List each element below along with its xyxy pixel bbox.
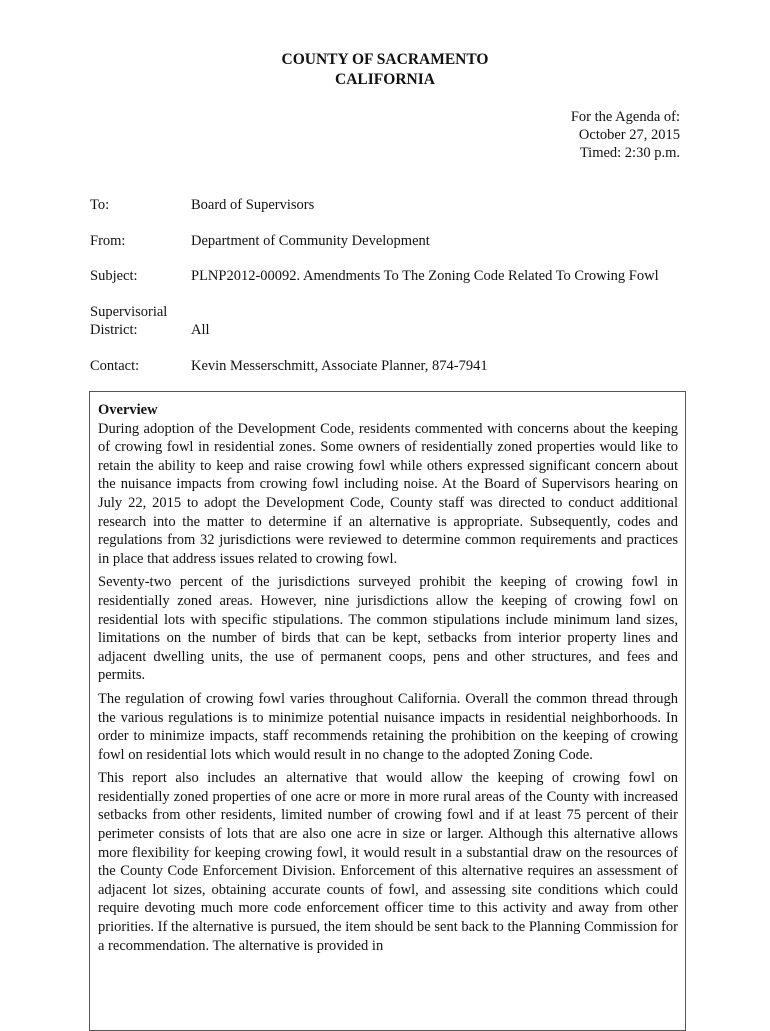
from-value: Department of Community Development xyxy=(191,233,430,249)
district-label-line-1: Supervisorial xyxy=(90,304,168,320)
overview-heading: Overview xyxy=(98,402,158,418)
overview-paragraph-1: During adoption of the Development Code, residents commented with concerns about the keeping of crowing fowl in residential zones. Some owners of residentially zoned properties would like to retain the ability to keep and raise crowing fowl while others expressed significant concern about the nuisance impacts from crowing fowl including noise. At the Board of Supervisors hearing on July 22, 2015 to adopt the Development Code, County staff was directed to conduct additional research into the matter to determine if an alternative is appropriate. Subsequently, codes and regulations from 32 jurisdictions were reviewed to determine common requirements and practices in place that address issues related to crowing fowl. xyxy=(98,420,678,567)
overview-paragraph-2: Seventy-two percent of the jurisdictions surveyed prohibit the keeping of crowing fowl in residentially zoned areas. However, nine jurisdictions allow the keeping of crowing fowl on residential lots with specific stipulations. The common stipulations include minimum land sizes, limitations on the number of birds that can be kept, setbacks from interior property lines and adjacent dwelling units, the use of permanent coops, pens and other structures, and fees and permits. xyxy=(98,574,678,684)
to-label: To: xyxy=(90,197,110,213)
agenda-block xyxy=(571,108,680,162)
agenda-label: For the Agenda of: xyxy=(570,109,680,125)
overview-paragraph-3: The regulation of crowing fowl varies throughout California. Overall the common thread through the various regulations is to minimize potential nuisance impacts in residential neighborhoods. In order to minimize impacts, staff recommends retaining the prohibition on the keeping of crowing fowl on residential lots which would result in no change to the adopted Zoning Code. xyxy=(98,690,678,763)
subject-value: PLNP2012-00092. Amendments To The Zoning Code Related To Crowing Fowl xyxy=(191,268,659,284)
from-label: From: xyxy=(90,233,126,249)
contact-label: Contact: xyxy=(90,358,140,374)
overview-box xyxy=(89,391,686,1031)
county-title: COUNTY OF SACRAMENTO xyxy=(281,51,489,68)
subject-label: Subject: xyxy=(90,268,138,284)
contact-value: Kevin Messerschmitt, Associate Planner, 874-7941 xyxy=(191,358,488,374)
district-value: All xyxy=(191,322,210,338)
to-value: Board of Supervisors xyxy=(191,197,315,213)
overview-paragraph-4: This report also includes an alternative that would allow the keeping of crowing fowl on residentially zoned properties of one acre or more in more rural areas of the County with increased setbacks from other residents, limited number of crowing fowl and if at least 75 percent of their perimeter consists of lots that are also one acre in size or larger. Although this alternative allows more flexibility for keeping crowing fowl, it would result in a substantial draw on the resources of the County Code Enforcement Division. Enforcement of this alternative requires an assessment of adjacent lot sizes, obtaining accurate counts of fowl, and assessing site conditions which could require devoting much more code enforcement officer time to this activity and away from other priorities. If the alternative is pursued, the item should be sent back to the Planning Commission for a recommendation. The alternative is provided in xyxy=(98,770,678,954)
agenda-date: October 27, 2015 xyxy=(578,127,680,143)
agenda-time: Timed: 2:30 p.m. xyxy=(579,145,680,161)
district-label xyxy=(90,303,190,339)
district-label-line-2: District: xyxy=(90,322,138,338)
state-title: CALIFORNIA xyxy=(335,71,435,88)
